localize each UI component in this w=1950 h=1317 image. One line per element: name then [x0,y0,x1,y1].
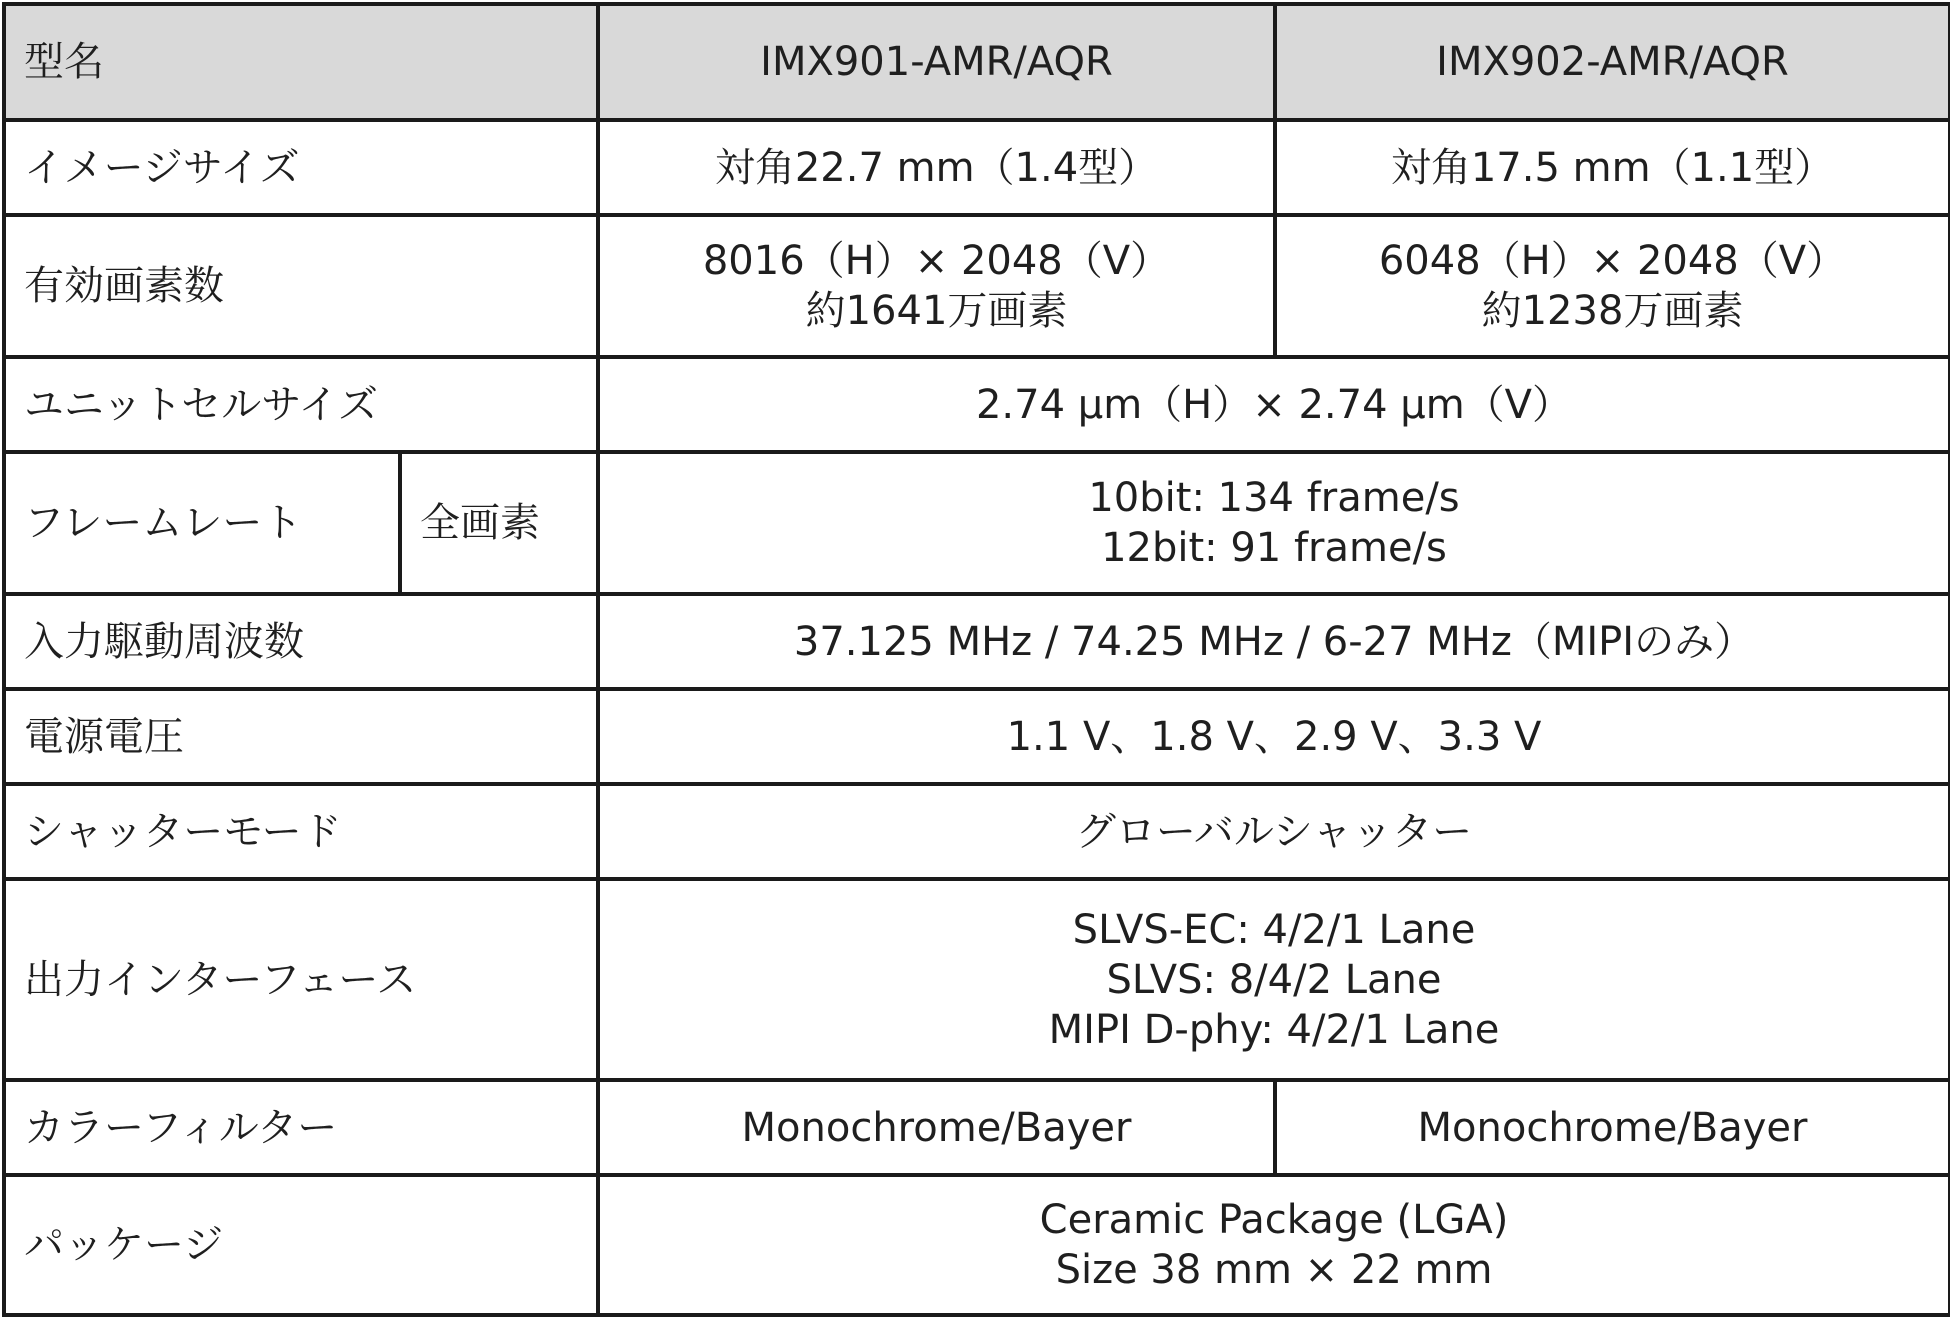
shutter-mode-value: グローバルシャッター [598,784,1950,879]
package-type: Ceramic Package (LGA) [1039,1197,1509,1243]
package-label: パッケージ [4,1175,598,1315]
effective-pixels-label: 有効画素数 [4,215,598,357]
image-size-label: イメージサイズ [4,120,598,215]
frame-rate-sublabel: 全画素 [400,452,598,594]
input-clock-label: 入力駆動周波数 [4,594,598,689]
package-value [598,1175,1950,1315]
output-interface-value [598,879,1950,1080]
output-interface-slvs-ec: SLVS-EC: 4/2/1 Lane [1072,906,1476,953]
output-interface-slvs: SLVS: 8/4/2 Lane [1106,956,1442,1003]
model-1-name: IMX901-AMR/AQR [598,4,1275,120]
row-color-filter [4,1080,1950,1175]
row-input-clock [4,594,1950,689]
output-interface-label: 出力インターフェース [4,879,598,1080]
supply-voltage-value: 1.1 V、1.8 V、2.9 V、3.3 V [598,689,1950,784]
row-supply-voltage [4,689,1950,784]
image-size-model-1: 対角22.7 mm（1.4型） [598,120,1275,215]
effective-pixels-model-2 [1275,215,1950,357]
shutter-mode-label: シャッターモード [4,784,598,879]
model-name-label: 型名 [4,4,598,120]
frame-rate-value [598,452,1950,594]
row-effective-pixels [4,215,1950,357]
row-frame-rate [4,452,1950,594]
row-shutter-mode [4,784,1950,879]
color-filter-model-2: Monochrome/Bayer [1275,1080,1950,1175]
color-filter-label: カラーフィルター [4,1080,598,1175]
row-package [4,1175,1950,1315]
supply-voltage-label: 電源電圧 [4,689,598,784]
output-interface-mipi: MIPI D-phy: 4/2/1 Lane [1048,1006,1500,1053]
row-output-interface [4,879,1950,1080]
color-filter-model-1: Monochrome/Bayer [598,1080,1275,1175]
model-2-name: IMX902-AMR/AQR [1275,4,1950,120]
effective-pixels-model-1 [598,215,1275,357]
frame-rate-10bit: 10bit: 134 frame/s [1088,475,1460,521]
effective-pixels-model-2-resolution: 6048（H）× 2048（V） [1378,238,1847,284]
row-unit-cell-size [4,357,1950,452]
frame-rate-label: フレームレート [4,452,400,594]
unit-cell-size-label: ユニットセルサイズ [4,357,598,452]
input-clock-value: 37.125 MHz / 74.25 MHz / 6-27 MHz（MIPIのみ） [598,594,1950,689]
unit-cell-size-value: 2.74 µm（H）× 2.74 µm（V） [598,357,1950,452]
row-image-size [4,120,1950,215]
frame-rate-12bit: 12bit: 91 frame/s [1101,525,1447,571]
effective-pixels-model-2-count: 約1238万画素 [1481,288,1744,334]
package-size: Size 38 mm × 22 mm [1055,1247,1493,1293]
effective-pixels-model-1-resolution: 8016（H）× 2048（V） [702,238,1171,284]
spec-table [2,2,1950,1317]
effective-pixels-model-1-count: 約1641万画素 [805,288,1068,334]
header-row [4,4,1950,120]
image-size-model-2: 対角17.5 mm（1.1型） [1275,120,1950,215]
